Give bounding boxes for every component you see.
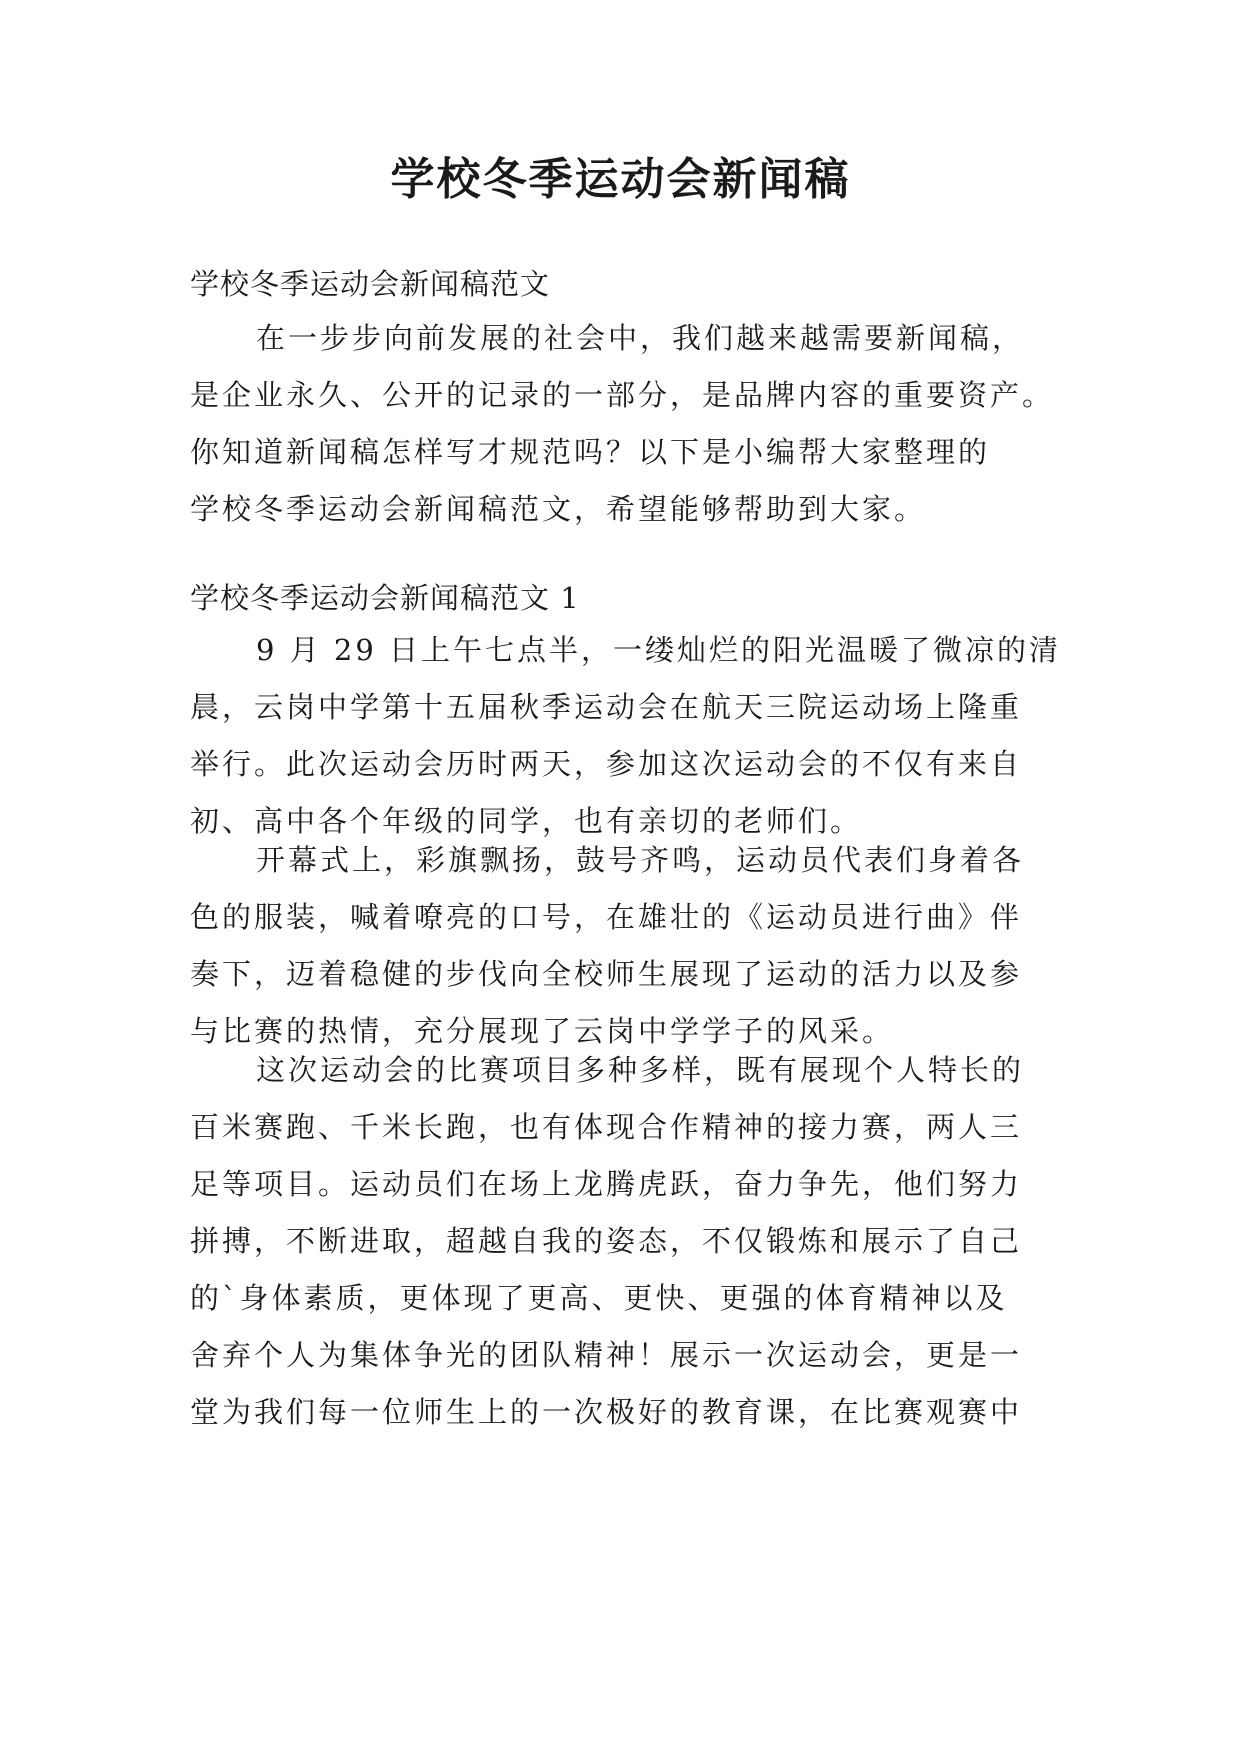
paragraph-line: 举行。此次运动会历时两天，参加这次运动会的不仅有来自	[190, 747, 1023, 781]
paragraph-line: 舍弃个人为集体争光的团队精神！展示一次运动会，更是一	[190, 1338, 1023, 1372]
intro-paragraph	[190, 310, 1070, 538]
paragraph-1	[190, 622, 1070, 850]
intro-line: 在一步步向前发展的社会中，我们越来越需要新闻稿，	[256, 321, 1025, 355]
paragraph-line: 拼搏，不断进取，超越自我的姿态，不仅锻炼和展示了自己	[190, 1224, 1023, 1258]
paragraph-line: 初、高中各个年级的同学，也有亲切的老师们。	[190, 804, 863, 838]
paragraph-line: 堂为我们每一位师生上的一次极好的教育课，在比赛观赛中	[190, 1395, 1023, 1429]
paragraph-line: 与比赛的热情，充分展现了云岗中学学子的风采。	[190, 1014, 895, 1048]
paragraph-line: 晨，云岗中学第十五届秋季运动会在航天三院运动场上隆重	[190, 690, 1023, 724]
paragraph-line: 奏下，迈着稳健的步伐向全校师生展现了运动的活力以及参	[190, 957, 1023, 991]
paragraph-line: 这次运动会的比赛项目多种多样，既有展现个人特长的	[256, 1053, 1025, 1087]
intro-line: 学校冬季运动会新闻稿范文，希望能够帮助到大家。	[190, 492, 927, 526]
intro-line: 是企业永久、公开的记录的一部分，是品牌内容的重要资产。	[190, 378, 1055, 412]
paragraph-line: 足等项目。运动员们在场上龙腾虎跃，奋力争先，他们努力	[190, 1167, 1023, 1201]
paragraph-line: 9 月 29 日上午七点半，一缕灿烂的阳光温暖了微凉的清	[256, 633, 1062, 667]
paragraph-2	[190, 832, 1070, 1060]
section-heading: 学校冬季运动会新闻稿范文 1	[190, 581, 580, 615]
paragraph-line: 百米赛跑、千米长跑，也有体现合作精神的接力赛，两人三	[190, 1110, 1023, 1144]
document-subtitle: 学校冬季运动会新闻稿范文	[190, 267, 551, 301]
intro-line: 你知道新闻稿怎样写才规范吗？以下是小编帮大家整理的	[190, 435, 991, 469]
paragraph-line: 色的服装，喊着嘹亮的口号，在雄壮的《运动员进行曲》伴	[190, 900, 1023, 934]
document-title: 学校冬季运动会新闻稿	[390, 154, 851, 205]
paragraph-3	[190, 1042, 1070, 1441]
paragraph-line: 的`身体素质，更体现了更高、更快、更强的体育精神以及	[190, 1281, 1008, 1315]
paragraph-line: 开幕式上，彩旗飘扬，鼓号齐鸣，运动员代表们身着各	[256, 843, 1025, 877]
